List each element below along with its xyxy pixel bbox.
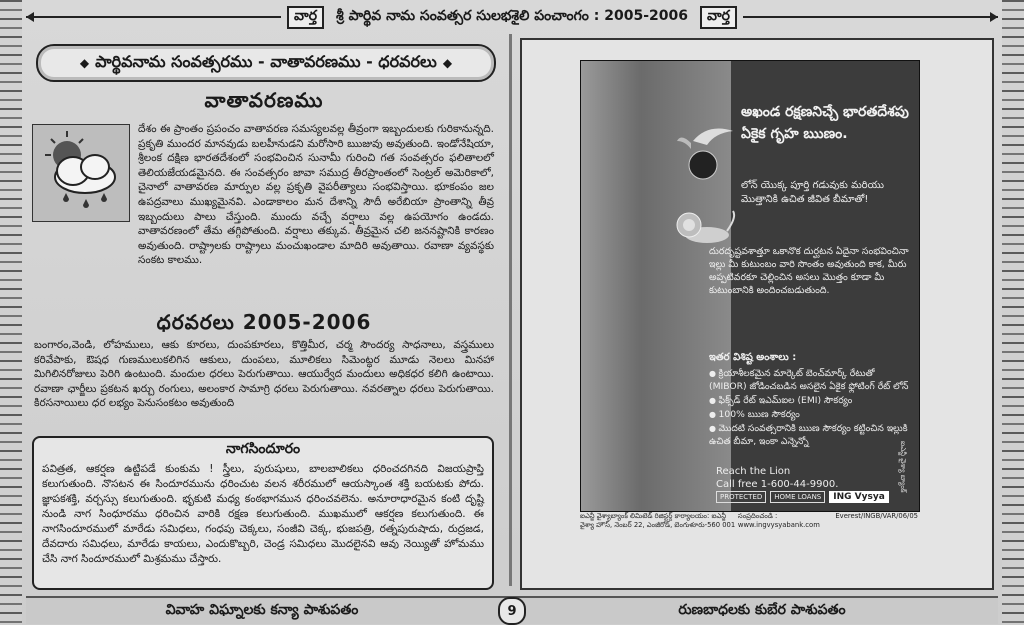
ad-features-title: ఇతర విశిష్ట అంశాలు : — [709, 352, 797, 363]
section-banner — [36, 44, 496, 82]
prices-heading: ధరవరలు 2005-2006 — [156, 310, 372, 334]
call-free-number: Call free 1-600-44-9900. — [716, 479, 839, 490]
reach-the-lion-text: Reach the Lion — [716, 466, 791, 477]
left-column — [26, 34, 502, 586]
prices-paragraph: బంగారం,వెండి, లోహములు, ఆకు కూరలు, దుంపకూరలు, కొత్తిమీర, చర్మ సౌందర్య సాధనాలు, వస్త్రములు కరివేపాకు, ఔషధ గుణములుకలిగిన ఆకులు, దుంపలు, మూలికలు సిమెంట్ధర మూడు నెలలు మినహా మిగిలినరోజులు పెరిగి ఉంటుంది. మందుల ధరలు పెరుగుతాయి. ఆయుర్వేద మందులు అధికధర కలిగి ఉంటాయి. రవాణా ఛార్జీలు ప్రకటన ఖర్చు రంగులు, అలంకార సామాగ్రి ధరలు పెరుగుతాయి. నవరత్నాల ధరలు పెరుగుతాయి. కిరసనాయిలు ధర లభ్యం పెనుసంకటం అవుతుంది — [34, 339, 494, 410]
ad-features-list — [709, 367, 913, 449]
home-loans-badge: HOME LOANS — [770, 491, 825, 503]
ad-feature-item: ● మొదటి సంవత్సరానికి ఋణ సౌకర్యం కట్టించిన ఇల్లుకి ఉచిత బీమా, ఇంకా ఎన్నెన్నో — [709, 422, 913, 448]
ad-footer-website: సంప్రదించండి : www.ingvysyabank.com — [737, 512, 820, 529]
naga-title: నాగసిందూరం — [225, 441, 301, 457]
right-column — [520, 38, 994, 590]
column-divider — [509, 34, 512, 586]
protected-badge: PROTECTED — [716, 491, 766, 503]
weather-cloud-icon — [32, 124, 130, 222]
header-title: శ్రీ పార్థివ నామ సంవత్సర సులభశైలి పంచాంగం : 2005-2006 — [336, 7, 688, 24]
ad-body-text: దురదృష్టవశాత్తూ ఒకానొక దుర్ఘటన ఏదైనా సంభవించినా ఇల్లు మీ కుటుంబం వారి సొంతం అవుతుంది కాక, మీరు అప్పటివరకూ చెల్లించిన అసలు మొత్తం కూడా మీ కుటుంబానికి అందించబడుతుంది. — [709, 246, 909, 296]
logo-right: వార్త — [700, 6, 737, 29]
footer-left-title: వివాహ విఘ్నాలకు కన్యా పాశుపతం — [165, 601, 359, 618]
naga-sindhuram-box — [32, 436, 494, 590]
ad-feature-item: ● ఫిక్స్‌డ్ రేట్ ఇఎమ్ఐల (EMI) సౌకర్యం — [709, 394, 913, 407]
diamond-icon: ◆ — [79, 56, 90, 70]
naga-paragraph: పవిత్రత, ఆకర్షణ ఉట్టిపడే కుంకుమ ! స్త్రీలు, పురుషులు, బాలబాలికలు ధరించదగినది విజయప్రాప్తి కలుగుతుంది. నొసటన ఈ సిందూరమును ధరించుట వలన శరీరములో ఆయస్కాంత శక్తి బయటకు పోదు. జ్ఞాపకశక్తి, వర్చస్సు కలుగుతుంది. భృకుటి మధ్య కంఠభాగమున ధరించవలెను. అనూరాధారమైన కంటి దృష్టి నుండి నాగ సింధూరము ధరించిన వారికి రక్షణ కలుగుతుంది. ముఖములో ఆకర్షణ కలుగుతుంది. ఈ నాగసిందూరములో మారేడు సమిధలు, గంధపు చెక్కలు, సంజీవి చెక్క, భుజపత్రి, రత్నపురుషాదు, రుద్రజడ, దేవదారు సమిధలు, మారేడు కాయలు, ఎందుకొబ్బరి, చెండ్ర సమిధలు మొదలైనవి ఆవు నెయ్యితో హోమము చేసి నాగ సిందూరములో మిశ్రమము చేస్తారు. — [42, 463, 484, 565]
ad-footer-code: Everest/INGB/VAR/06/05 — [835, 512, 918, 520]
ad-footer-address: ఐఎన్జీ వైశ్యాబ్యాంక్ లిమిటెడ్ రిజిస్టర్డ్ కార్యాలయం: ఐఎన్జీ వైశ్యా హౌస్, నెంబర్ 22, ఎంజీరోడ్, బెంగుళూరు-560 001 — [580, 512, 736, 529]
ing-vysya-logo: ING Vysya — [829, 491, 889, 503]
footer-right-title: రుణబాధలకు కుబేర పాశుపతం — [678, 601, 846, 618]
banner-title: పార్థివనామ సంవత్సరము - వాతావరణము - ధరవరలు — [95, 51, 437, 71]
ad-contact — [716, 465, 838, 491]
kalash-icon — [673, 121, 743, 191]
header-bar — [26, 4, 998, 30]
header-arrow-left — [26, 16, 281, 18]
ad-subheading: లోన్ యొక్క పూర్తి గడువుకు మరియు మొత్తానికి ఉచిత జీవిత బీమాతో! — [741, 180, 884, 205]
ad-footer — [580, 512, 918, 530]
page-number: 9 — [498, 597, 526, 625]
right-ornamental-border — [1002, 0, 1024, 625]
left-ornamental-border — [0, 0, 22, 625]
home-loan-advertisement — [580, 60, 920, 512]
ad-headline: అఖండ రక్షణనిచ్చే భారతదేశపు ఏకైక గృహ ఋణం. — [741, 104, 909, 142]
header-arrow-right — [743, 16, 998, 18]
logo-left: వార్త — [287, 6, 324, 29]
footer-bar — [26, 596, 998, 624]
lion-icon — [673, 207, 737, 247]
ad-side-vertical-text: ఐఎన్జీ వైశ్యా బ్యాంక్ — [899, 441, 907, 493]
ad-feature-item: ● 100% ఋణ సౌకర్యం — [709, 408, 913, 421]
weather-heading: వాతావరణము — [204, 88, 324, 112]
ad-feature-item: ● క్రియాశీలకమైన మార్కెట్ బెంచ్‌మార్క్ రేటుతో (MIBOR) జోడించబడిన అసలైన ఏకైక ఫ్లోటింగ్ రేట్ లోన్ — [709, 367, 913, 393]
diamond-icon: ◆ — [442, 56, 453, 70]
ad-brand-row — [716, 491, 889, 503]
weather-paragraph: దేశం ఈ ప్రాంతం ప్రపంచం వాతావరణ సమస్యలవల్ల తీవ్రంగా ఇబ్బందులకు గురికానున్నది. ప్రకృతి ముందర మానవుడు బలహీనుడని మరోసారి ఋజువు అవుతుంది. ఇండోనేషియా, శ్రీలంక దక్షిణ భారతదేశంలో సంభవించిన సునామీ గురించి గత సంవత్సరం ఫలితాలలో తెలియజేయడమైనది. ఈ సంవత్సరం జావా సముద్ర తీరప్రాంతంలో సెంట్రల్ అమెరికాలో, చైనాలో వాతావరణ మార్పుల వల్ల ప్రకృతి వైపరీత్యాలు సంభవిస్తాయి. భూకంపం జల ఉపద్రవాలు ముఖ్యమైనవి. ఎండాకాలం మన దేశాన్ని సౌదీ అరేబియా ప్రాంతాన్ని తీవ్ర ఇబ్బందులు పాలు చేస్తుంది. ముందు వచ్చే వర్షాలు వల్ల ఉపయోగం ఉండదు. వాతావరణంలో తేమ తగ్గిపోతుంది. వర్షాలు తక్కువ. తీవ్రమైన చలి జననష్టానికి కారణం అవుతుంది. రాష్ట్రాలకు రాష్ట్రాలు మంచుఖండాల మాదిరి అవుతాయి. రవాణా వ్యవస్థకు సంకట కాలము. — [138, 123, 494, 267]
